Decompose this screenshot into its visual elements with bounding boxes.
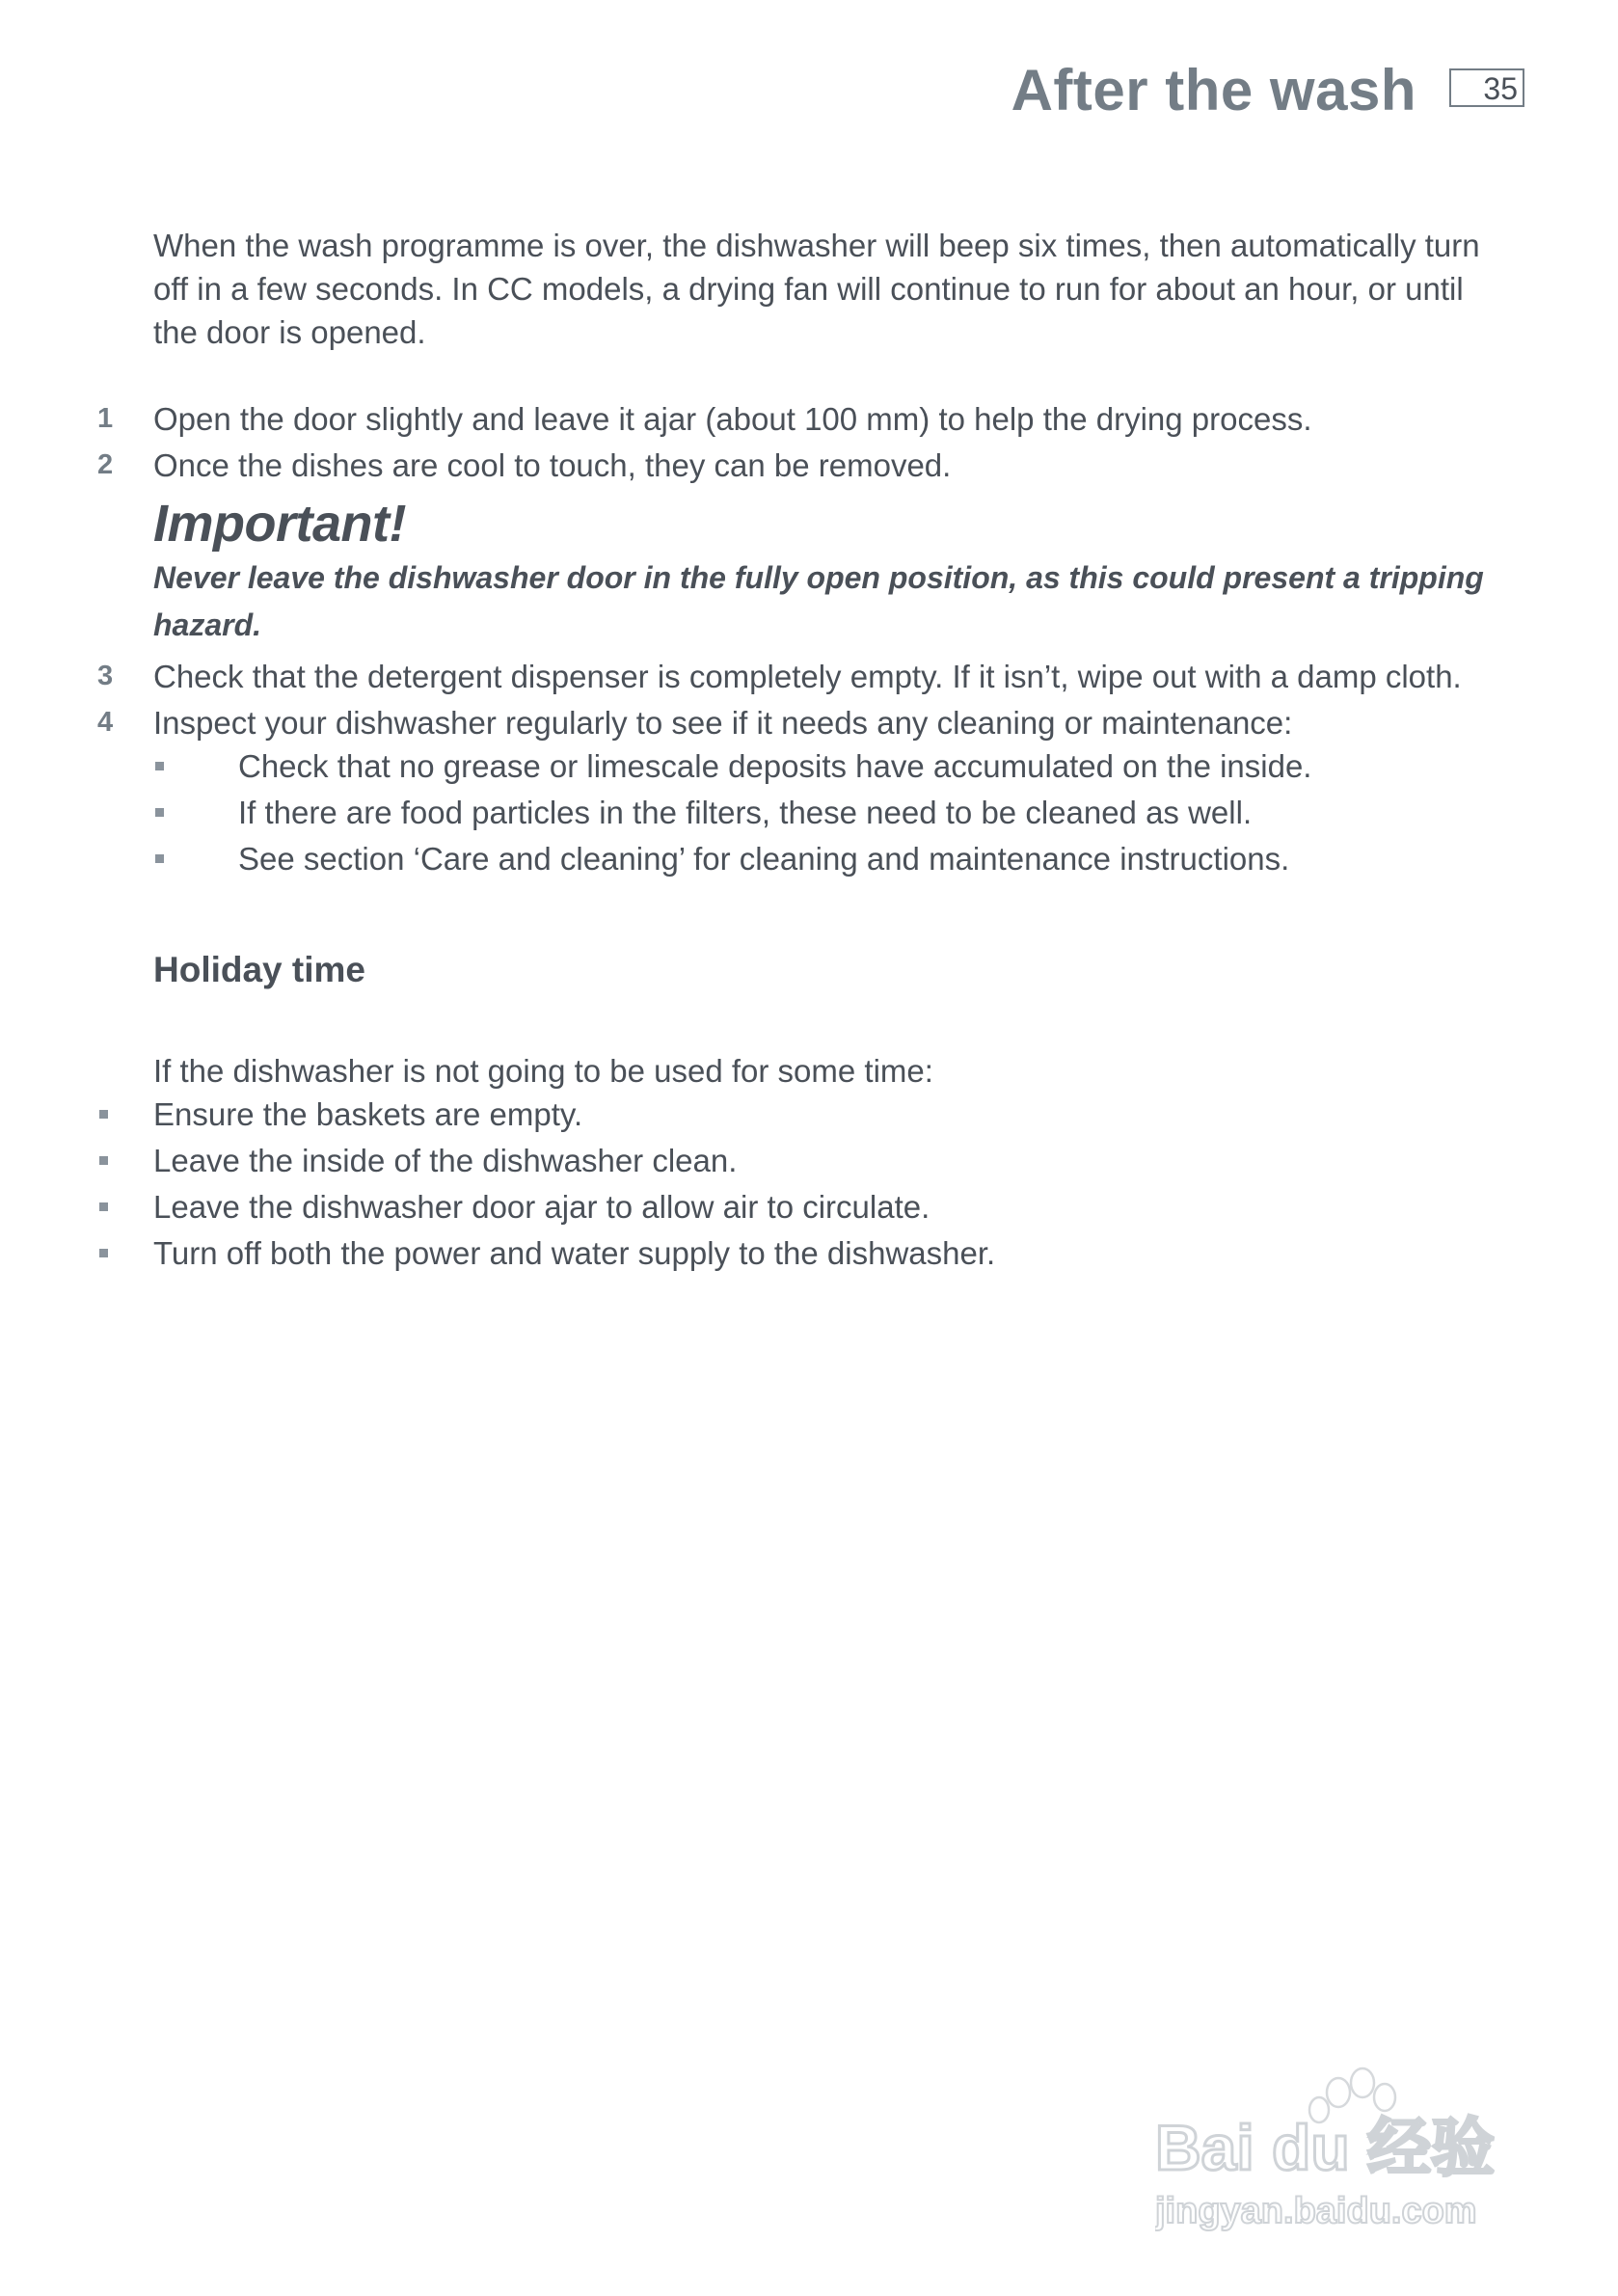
important-text: Never leave the dishwasher door in the fully open position, as this could present a tripping hazard.	[153, 560, 1484, 642]
page-title: After the wash	[1011, 58, 1416, 122]
bullet-square-icon	[99, 1110, 108, 1119]
watermark-brand: Bai du 经验	[1155, 2112, 1496, 2183]
list-item	[153, 1139, 1494, 1182]
list-item-text: Leave the inside of the dishwasher clean.	[153, 1143, 738, 1178]
page-number: 35	[1449, 68, 1524, 107]
bullet-square-icon	[99, 1156, 108, 1165]
list-item-text: Turn off both the power and water supply to the dishwasher.	[153, 1235, 996, 1271]
step-item	[97, 701, 1494, 880]
list-item-text: Check that no grease or limescale deposits have accumulated on the inside.	[238, 748, 1312, 784]
bullet-square-icon	[99, 1249, 108, 1257]
bullet-square-icon	[155, 808, 164, 817]
step-number: 2	[97, 449, 114, 480]
step-item	[97, 397, 1494, 441]
step-text: Open the door slightly and leave it ajar (about 100 mm) to help the drying process.	[153, 401, 1312, 437]
step-item	[97, 655, 1494, 698]
important-note	[153, 493, 1494, 649]
list-item-text: Leave the dishwasher door ajar to allow air to circulate.	[153, 1189, 930, 1225]
list-item	[153, 791, 1494, 834]
list-item-text: Ensure the baskets are empty.	[153, 1096, 583, 1132]
holiday-heading: Holiday time	[153, 950, 365, 989]
list-item	[153, 744, 1494, 788]
holiday-list	[153, 1093, 1494, 1275]
step-number: 1	[97, 403, 114, 434]
baidu-watermark-logo	[1155, 2054, 1541, 2247]
important-heading: Important!	[153, 495, 406, 553]
steps-list-continued	[97, 655, 1494, 880]
step-text: Inspect your dishwasher regularly to see if it needs any cleaning or maintenance:	[153, 705, 1293, 741]
page-content	[97, 224, 1494, 1278]
list-item	[153, 1093, 1494, 1136]
step-number: 3	[97, 661, 114, 691]
bullet-square-icon	[155, 854, 164, 863]
bullet-square-icon	[99, 1202, 108, 1211]
page-header	[1011, 56, 1524, 125]
step-item	[97, 444, 1494, 487]
maintenance-list	[153, 744, 1494, 880]
step-text: Check that the detergent dispenser is completely empty. If it isn’t, wipe out with a damp cloth.	[153, 659, 1462, 694]
list-item	[153, 837, 1494, 880]
list-item	[153, 1185, 1494, 1229]
steps-list	[97, 397, 1494, 487]
list-item-text: See section ‘Care and cleaning’ for cleaning and maintenance instructions.	[238, 841, 1290, 877]
holiday-intro: If the dishwasher is not going to be used for some time:	[153, 1053, 933, 1089]
watermark-url: jingyan.baidu.com	[1155, 2191, 1477, 2231]
list-item	[153, 1231, 1494, 1275]
step-number: 4	[97, 707, 114, 738]
step-text: Once the dishes are cool to touch, they can be removed.	[153, 447, 952, 483]
bullet-square-icon	[155, 762, 164, 770]
list-item-text: If there are food particles in the filters, these need to be cleaned as well.	[238, 795, 1253, 830]
intro-paragraph: When the wash programme is over, the dishwasher will beep six times, then automatically turn off in a few seconds. In CC models, a drying fan will continue to run for about an hour, or until the door is opened.	[153, 228, 1480, 350]
